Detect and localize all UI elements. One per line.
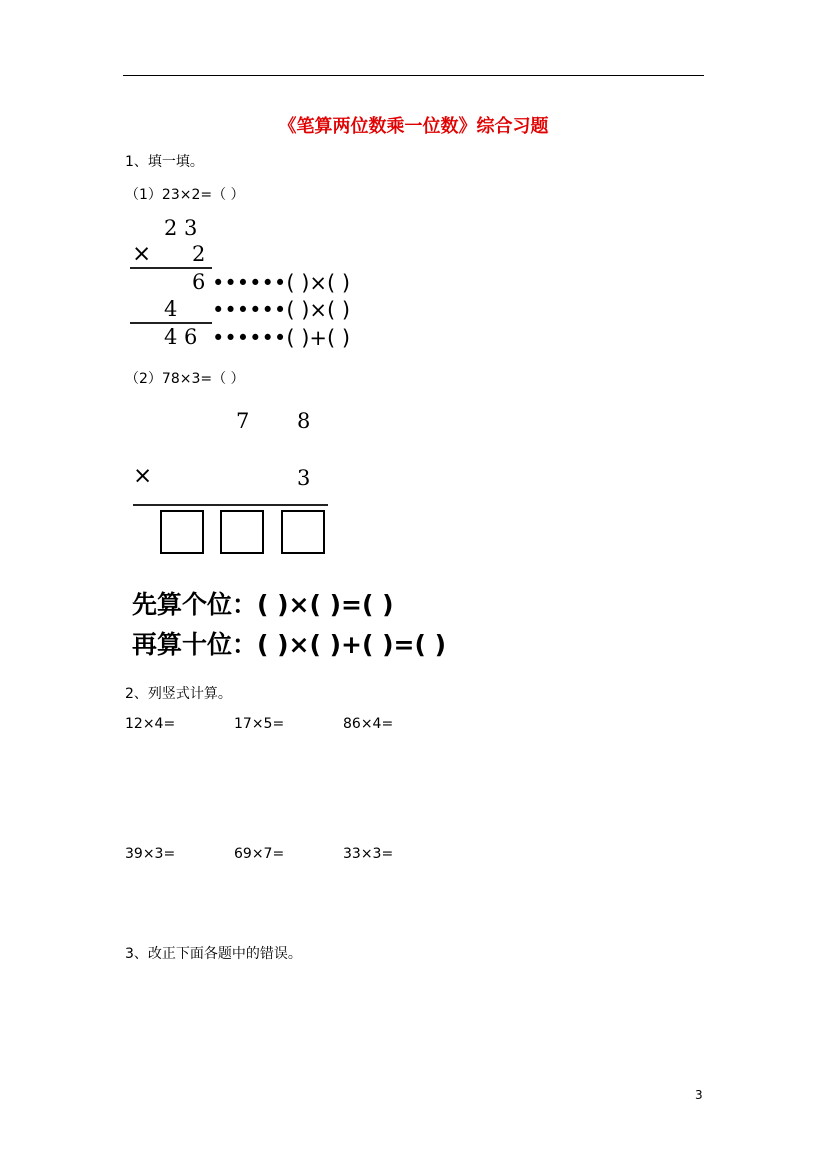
answer-box-ones[interactable] bbox=[281, 510, 325, 554]
problem-39x3: 39×3= bbox=[125, 846, 176, 862]
part1-rule-top bbox=[130, 267, 212, 269]
part1-row3-tail: ••••••( )×( ) bbox=[212, 271, 351, 295]
header-rule bbox=[123, 75, 704, 76]
part1-row4-tail: ••••••( )×( ) bbox=[212, 298, 351, 322]
q1-heading: 1、填一填。 bbox=[125, 154, 204, 170]
problem-69x7: 69×7= bbox=[234, 846, 285, 862]
answer-box-tens[interactable] bbox=[220, 510, 264, 554]
part1-multiplier: 2 bbox=[192, 242, 206, 266]
part1-row5-tail: ••••••( )+( ) bbox=[212, 326, 351, 350]
part1-times-sign: × bbox=[132, 241, 152, 267]
part1-multiplicand: 2 3 bbox=[164, 216, 198, 240]
part2-digit-ones: 8 bbox=[297, 409, 311, 433]
part1-row5-digits: 4 6 bbox=[164, 325, 198, 349]
part2-rule bbox=[133, 504, 328, 506]
worksheet-title: 《笔算两位数乘一位数》综合习题 bbox=[278, 116, 549, 137]
page-number: 3 bbox=[695, 1088, 703, 1102]
problem-12x4: 12×4= bbox=[125, 716, 176, 732]
part1-row4-digit: 4 bbox=[164, 297, 178, 321]
problem-17x5: 17×5= bbox=[234, 716, 285, 732]
step-ones: 先算个位：( )×( )=( ) bbox=[132, 590, 394, 619]
problem-86x4: 86×4= bbox=[343, 716, 394, 732]
answer-box-hundreds[interactable] bbox=[160, 510, 204, 554]
part2-times-sign: × bbox=[133, 463, 153, 489]
part1-rule-bottom bbox=[130, 322, 212, 324]
q1-part1-label: （1）23×2=（ ） bbox=[125, 187, 245, 203]
q1-part2-label: （2）78×3=（ ） bbox=[125, 371, 245, 387]
part2-multiplier: 3 bbox=[297, 466, 311, 490]
q3-heading: 3、改正下面各题中的错误。 bbox=[125, 946, 302, 962]
part2-digit-tens: 7 bbox=[236, 409, 250, 433]
step-tens: 再算十位：( )×( )+( )=( ) bbox=[132, 630, 447, 659]
q2-heading: 2、列竖式计算。 bbox=[125, 686, 232, 702]
problem-33x3: 33×3= bbox=[343, 846, 394, 862]
part1-row3-digit: 6 bbox=[192, 270, 206, 294]
